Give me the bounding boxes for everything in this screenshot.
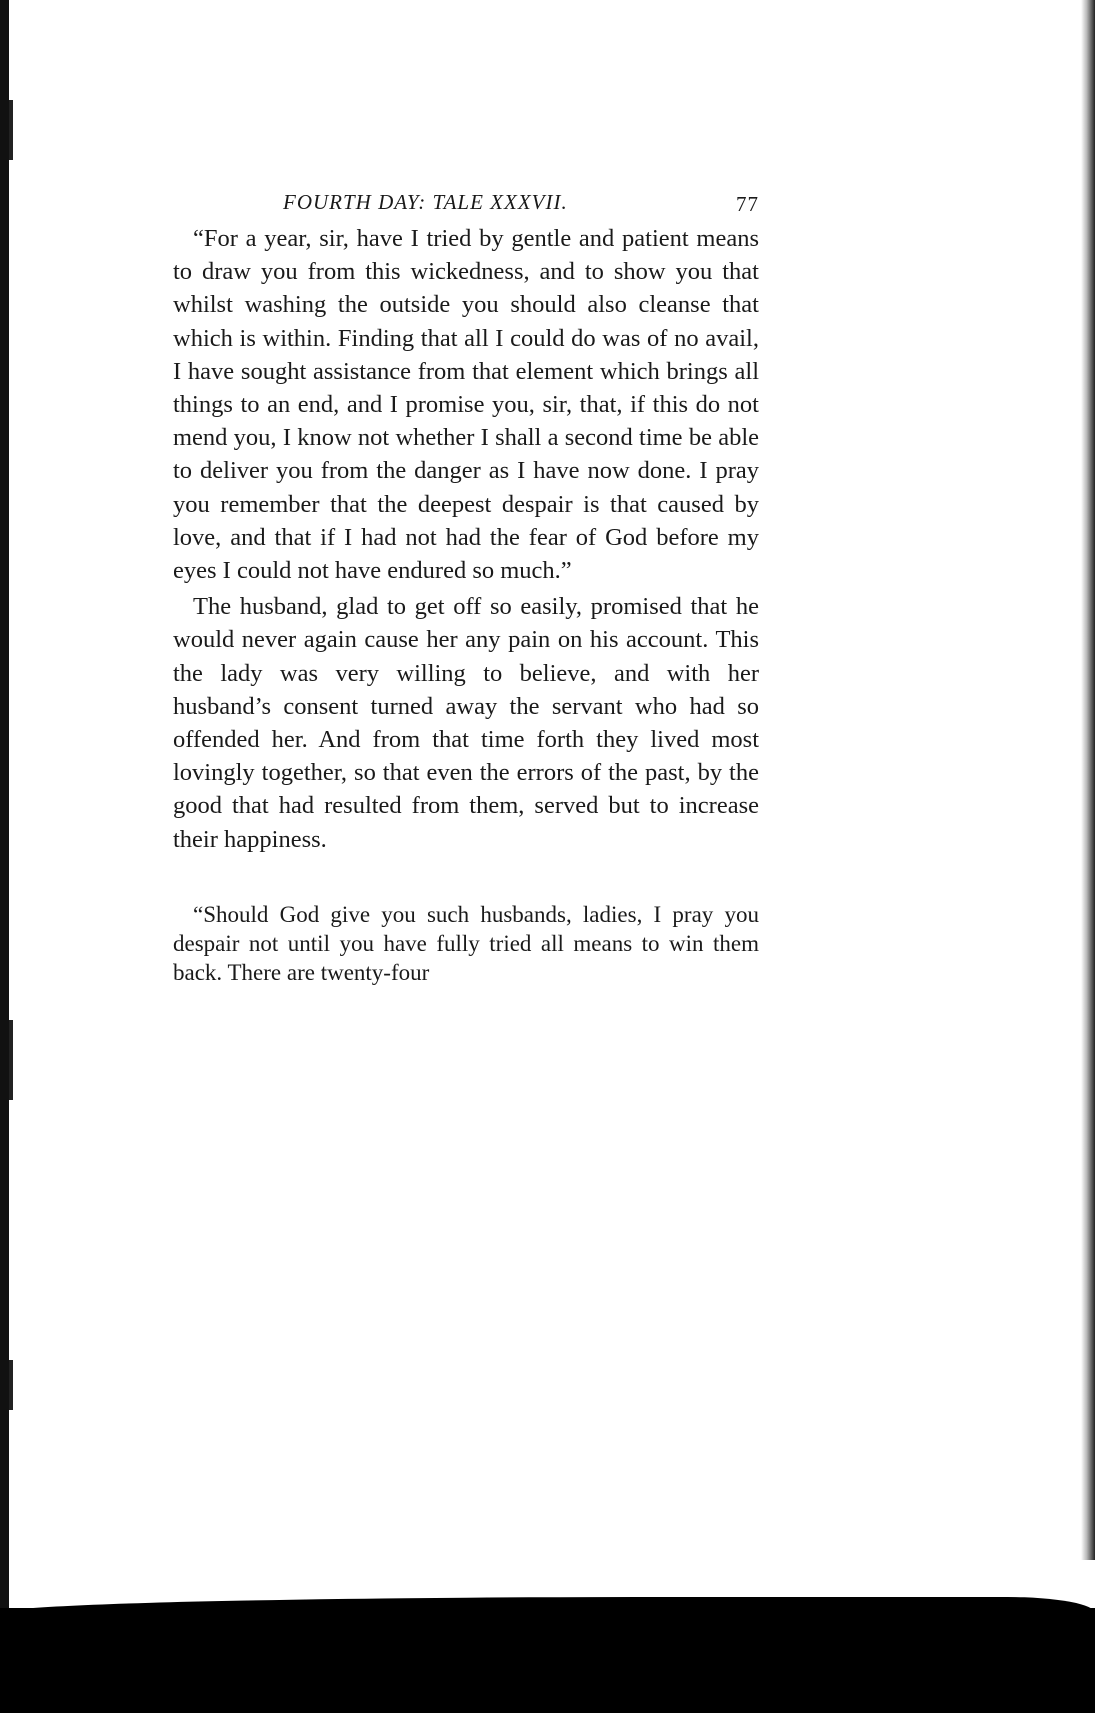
scan-left-mark (9, 100, 13, 160)
scan-bottom-shadow (0, 1608, 1095, 1713)
paragraph-3: “Should God give you such husbands, ladies, I pray you despair not until you have fully tried all means to win them back. There are twenty-four (173, 901, 759, 985)
scan-left-mark (9, 1020, 13, 1100)
running-title: FOURTH DAY: TALE XXXVII. (283, 190, 568, 214)
scan-left-mark (9, 1360, 13, 1410)
scan-right-edge (1081, 0, 1095, 1560)
page-number: 77 (736, 192, 759, 216)
paragraph-2: The husband, glad to get off so easily, promised that he would never again cause her any pain on his account. This the lady was very willing to believe, and with her husband’s consent turned away the servant who had so offended her. And from that time forth they lived most lovingly together, so that even the errors of the past, by the good that had resulted from them, served but to increase their happiness. (173, 593, 759, 853)
paragraph-1: “For a year, sir, have I tried by gentle and patient means to draw you from this wickedness, and to show you that whilst washing the outside you should also cleanse that which is within. Finding that all I could do was of no avail, I have sought assistance from that element which brings all things to an end, and I promise you, sir, that, if this do not mend you, I know not whether I shall a second time be able to deliver you from the danger as I have now done. I pray you remember that the deepest despair is that caused by love, and that if I had not had the fear of God before my eyes I could not have endured so much.” (173, 225, 759, 585)
scan-left-edge (0, 0, 9, 1640)
book-page (173, 180, 759, 987)
running-head (173, 180, 759, 220)
